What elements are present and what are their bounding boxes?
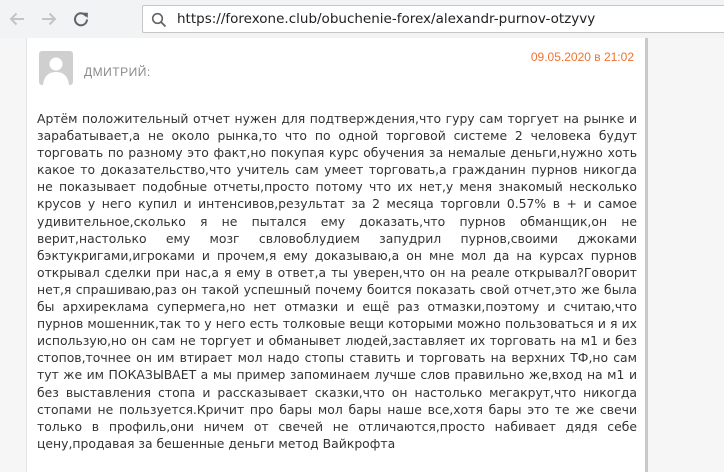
comment-card <box>26 38 648 472</box>
avatar <box>39 51 73 85</box>
browser-toolbar <box>0 0 724 38</box>
comment-date[interactable]: 09.05.2020 в 21:02 <box>530 50 634 64</box>
reload-icon <box>72 10 90 28</box>
comment-author: ДМИТРИЙ: <box>84 65 151 79</box>
back-arrow-icon <box>8 10 26 28</box>
comment-text: Артём положительный отчет нужен для подтверждения,что гуру сам торгует на рынке и зарабатывает,а не около рынка,то что по одной торговой системе 2 человека будут торговать по разному это факт,но покупая курс обучения за немалые деньги,нужно хоть какое то доказательство,что учитель сам умеет торговать,а гражданин пурнов никогда не показывает подобные отчеты,просто потому что их нет,у меня знакомый несколько крусов у него купил и интенсивов,результат за 2 месяца торговли 0.57% в + и самое удивительное,сколько я не пытался ему доказать,что пурнов обманщик,он не верит,настолько ему мозг свловоблудием запудрил пурнов,своими джоками бэктукригами,игроками и прочем,я ему доказываю,а он мне мол да на курсах пурнов открывал сделки при нас,а я ему в ответ,а ты уверен,что он на реале открывал?Говорит нет,я спрашиваю,раз он такой успешный почему боится показать свой отчет,это же была бы архиреклама супермега,но нет отмазки и ещё раз отмазки,поэтому и считаю,что пурнов мошенник,так то у него есть толковые вещи которыми можно пользоваться и я их использую,но он сам не торгует и обманывет людей,заставляет их торговать на м1 и без стопов,точнее он им втирает мол надо стопы ставить и торговать на верхних ТФ,но сам тут же им ПОКАЗЫВАЕТ а мы пример запоминаем лучше слов правильно же,вход на м1 и без выставления стопа и рассказывает сказки,что он настолько мегакрут,что никогда стопами не пользуется.Кричит про бары мол бары наше все,хотя бары это те же свечи только в профиль,они ничем от свечей не отличаются,просто набивает дядя себе цену,продавая за бешенные деньги метод Вайкрофта <box>37 111 637 451</box>
address-bar[interactable] <box>142 5 724 33</box>
url-text[interactable]: https://forexone.club/obuchenie-forex/alexandr-purnov-otzyvy <box>177 11 596 27</box>
forward-button[interactable] <box>36 7 62 31</box>
forward-arrow-icon <box>40 10 58 28</box>
back-button[interactable] <box>4 7 30 31</box>
search-icon <box>151 12 167 28</box>
user-silhouette-icon <box>39 51 73 85</box>
reload-button[interactable] <box>68 7 94 31</box>
